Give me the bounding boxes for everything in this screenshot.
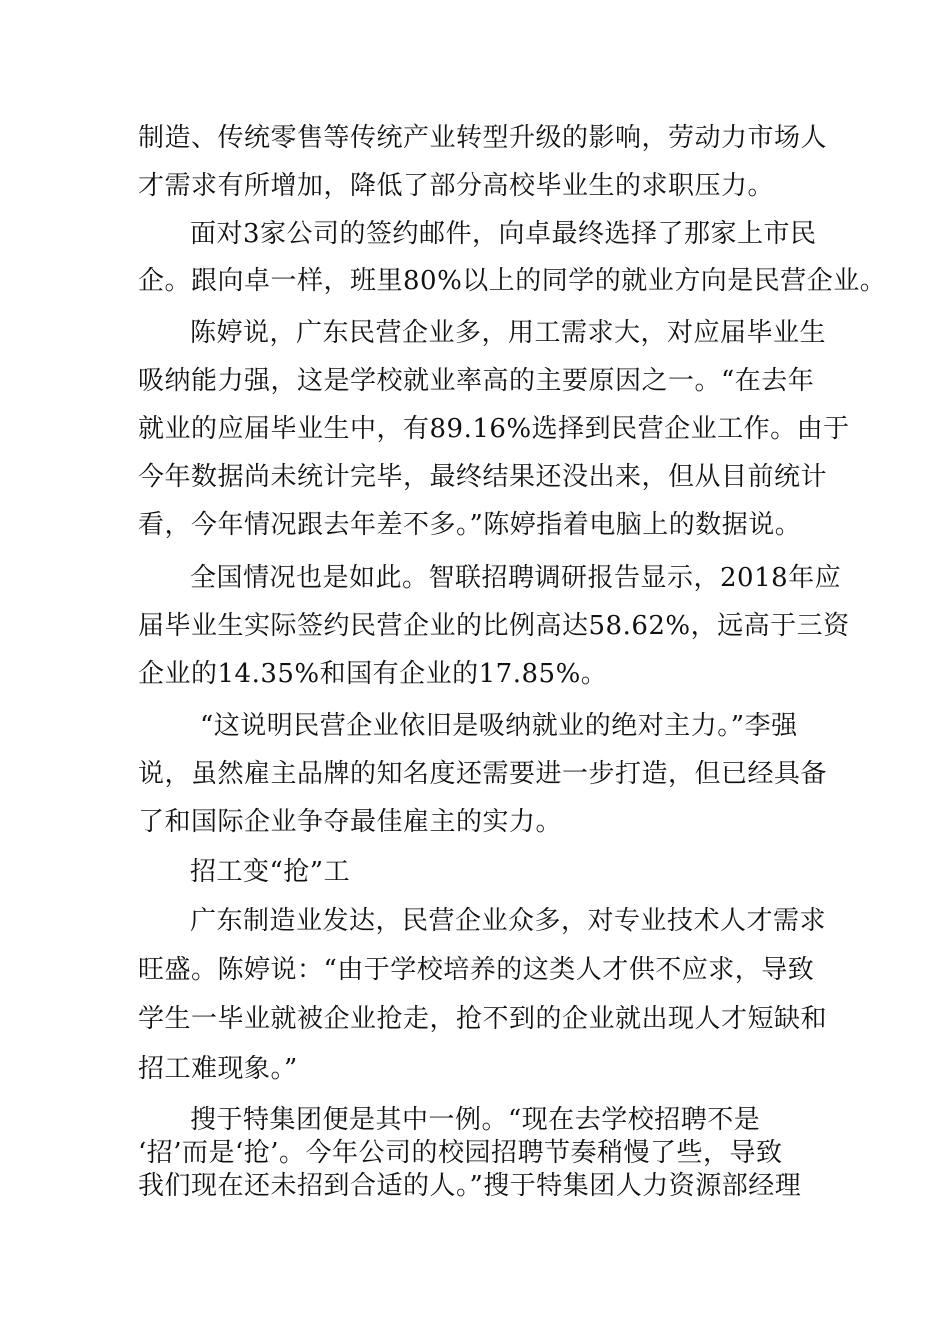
paragraph-line: ‘招’而是‘抢’。今年公司的校园招聘节奏稍慢了些，导致 (138, 1138, 783, 1168)
paragraph-line: 就业的应届毕业生中，有89.16%选择到民营企业工作。由于 (138, 414, 850, 444)
paragraph-line: 广东制造业发达，民营企业众多，对专业技术人才需求 (190, 906, 827, 936)
paragraph-line: 届毕业生实际签约民营企业的比例高达58.62%，远高于三资 (138, 611, 850, 641)
paragraph-line: 招工难现象。” (138, 1054, 298, 1084)
paragraph-line: 全国情况也是如此。智联招聘调研报告显示，2018年应 (190, 563, 842, 593)
paragraph-line: “这说明民营企业依旧是吸纳就业的绝对主力。”李强 (200, 711, 798, 741)
paragraph-line: 学生一毕业就被企业抢走，抢不到的企业就出现人才短缺和 (138, 1004, 828, 1034)
section-heading: 招工变“抢”工 (190, 857, 351, 887)
paragraph-line: 吸纳能力强，这是学校就业率高的主要原因之一。“在去年 (138, 366, 815, 396)
paragraph-line: 我们现在还未招到合适的人。”搜于特集团人力资源部经理 (138, 1171, 802, 1201)
paragraph-line: 说，虽然雇主品牌的知名度还需要进一步打造，但已经具备 (138, 759, 828, 789)
paragraph-line: 搜于特集团便是其中一例。“现在去学校招聘不是 (190, 1105, 761, 1135)
paragraph-line: 看，今年情况跟去年差不多。”陈婷指着电脑上的数据说。 (138, 510, 802, 540)
paragraph-line: 旺盛。陈婷说：“由于学校培养的这类人才供不应求，导致 (138, 955, 815, 985)
paragraph-line: 今年数据尚未统计完毕，最终结果还没出来，但从目前统计 (138, 462, 828, 492)
paragraph-line: 了和国际企业争夺最佳雇主的实力。 (138, 807, 563, 837)
paragraph-line: 制造、传统零售等传统产业转型升级的影响，劳动力市场人 (138, 123, 828, 153)
paragraph-line: 才需求有所增加，降低了部分高校毕业生的求职压力。 (138, 171, 775, 201)
paragraph-line: 陈婷说，广东民营企业多，用工需求大，对应届毕业生 (190, 318, 827, 348)
paragraph-line: 企业的14.35%和国有企业的17.85%。 (138, 659, 608, 689)
paragraph-line: 面对3家公司的签约邮件，向卓最终选择了那家上市民 (190, 219, 817, 249)
paragraph-line: 企。跟向卓一样，班里80%以上的同学的就业方向是民营企业。 (138, 266, 887, 296)
